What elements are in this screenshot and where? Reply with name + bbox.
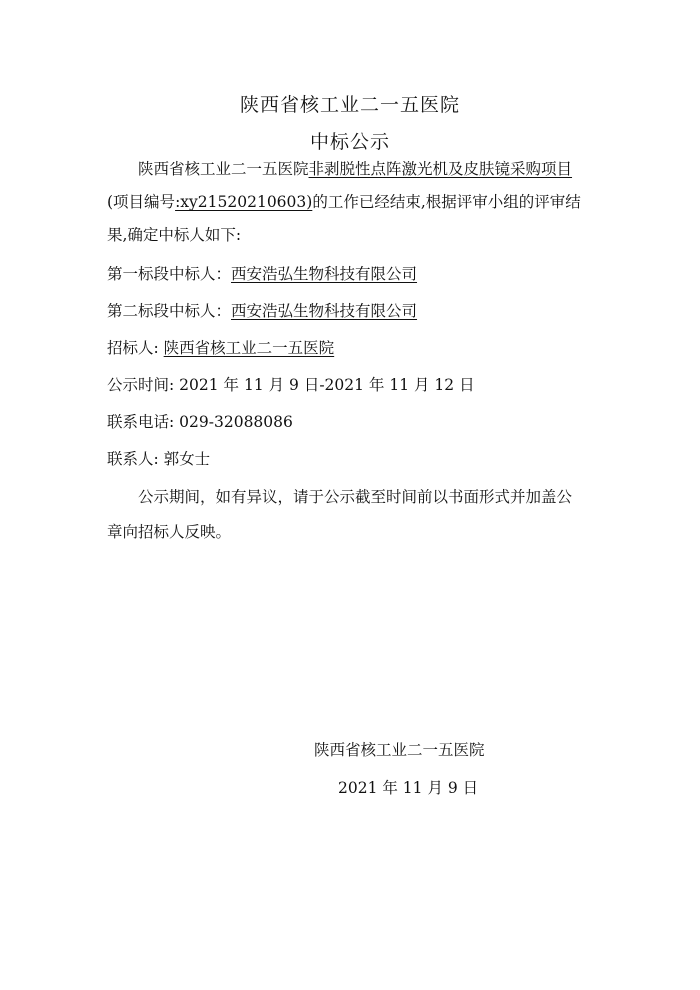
intro-prefix: 陕西省核工业二一五医院 <box>138 160 309 178</box>
lot2-row <box>107 299 417 321</box>
notice-text-1: 公示期间，如有异议，请于公示截至时间前以书面形式并加盖公 <box>138 488 573 506</box>
intro-suffix: 的工作已经结束,根据评审小组的评审结 <box>312 193 581 211</box>
phone-row <box>107 410 293 432</box>
contact-value: 郭女士 <box>163 450 211 468</box>
signature-date: 2021 年 11 月 9 日 <box>338 779 479 797</box>
signature-org: 陕西省核工业二一五医院 <box>314 741 485 759</box>
phone-label: 联系电话: <box>107 413 180 431</box>
intro-line-2 <box>107 190 581 212</box>
period-label: 公示时间: <box>107 376 180 394</box>
contact-label: 联系人: <box>107 450 164 468</box>
period-row <box>107 373 475 395</box>
lot1-row <box>107 262 417 284</box>
lot1-label: 第一标段中标人： <box>107 265 232 283</box>
period-value: 2021 年 11 月 9 日-2021 年 11 月 12 日 <box>179 376 475 394</box>
intro-line-3: 果,确定中标人如下: <box>107 226 242 244</box>
lot2-winner: 西安浩弘生物科技有限公司 <box>231 302 418 320</box>
phone-value: 029-32088086 <box>179 413 293 431</box>
tenderer-label: 招标人: <box>107 339 164 357</box>
notice-line-2: 章向招标人反映。 <box>107 523 232 541</box>
lot1-winner: 西安浩弘生物科技有限公司 <box>231 265 418 283</box>
intro-line-1 <box>107 157 572 179</box>
contact-row <box>107 447 210 469</box>
tenderer-value: 陕西省核工业二一五医院 <box>163 339 335 357</box>
tenderer-row <box>107 336 334 358</box>
notice-line-1 <box>107 485 572 507</box>
project-no-open: (项目编号 <box>107 193 176 211</box>
document-title: 陕西省核工业二一五医院 <box>239 94 460 116</box>
document-subtitle: 中标公示 <box>309 131 390 153</box>
project-number: :xy21520210603) <box>175 193 313 211</box>
lot2-label: 第二标段中标人： <box>107 302 232 320</box>
project-name: 非剥脱性点阵激光机及皮肤镜采购项目 <box>308 160 573 178</box>
